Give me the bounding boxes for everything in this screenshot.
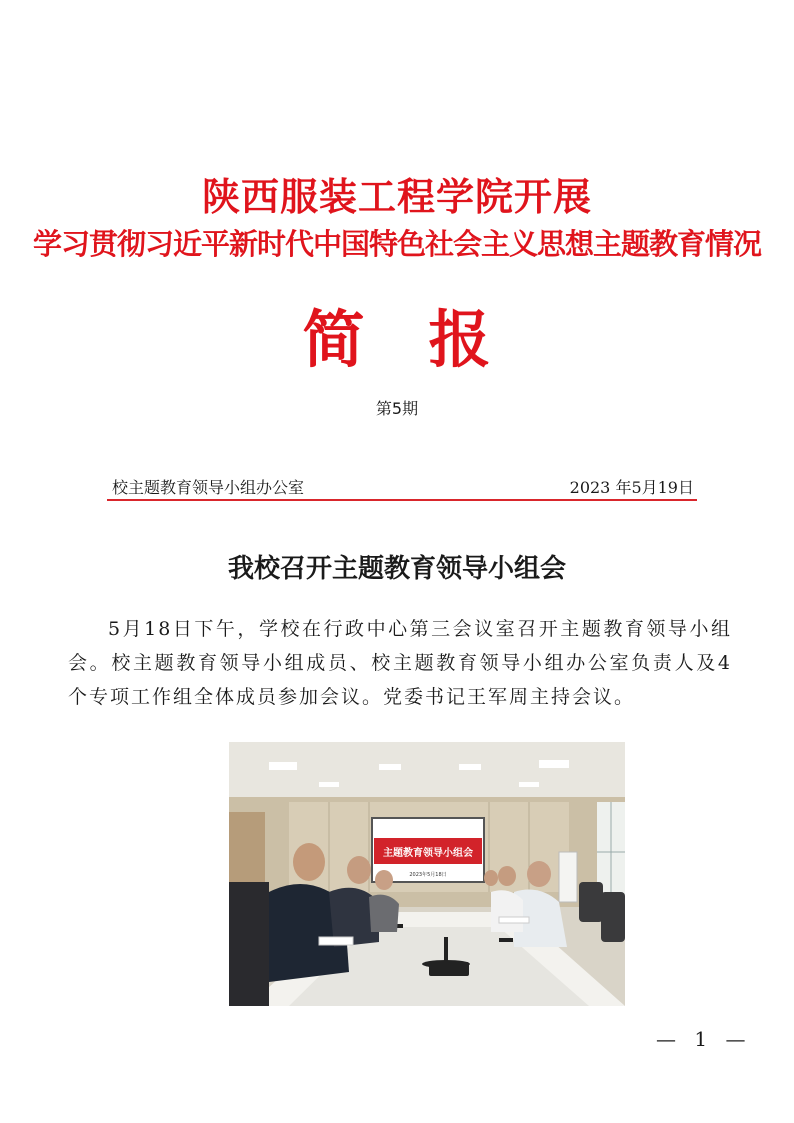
issue-date: 2023 年5月19日 xyxy=(569,478,694,497)
meeting-photo-illustration xyxy=(229,742,625,1006)
title-line-2: 学习贯彻习近平新时代中国特色社会主义思想主题教育情况 xyxy=(32,227,761,261)
issuing-office: 校主题教育领导小组办公室 xyxy=(112,478,305,497)
screen-date: 2023年5月18日 xyxy=(409,872,447,878)
header-divider xyxy=(107,499,697,501)
page-number: — 1 — xyxy=(656,1027,752,1051)
article-body: 5月18日下午，学校在行政中心第三会议室召开主题教育领导小组会。校主题教育领导小组成员、校主题教育领导小组办公室负责人及4个专项工作组全体成员参加会议。党委书记王军周主持会议。 xyxy=(68,618,732,708)
screen-title: 主题教育领导小组会 xyxy=(383,848,473,859)
title-line-1: 陕西服装工程学院开展 xyxy=(201,174,592,219)
article-headline: 我校召开主题教育领导小组会 xyxy=(227,554,566,584)
meeting-photo xyxy=(229,742,625,1006)
issue-number: 第5期 xyxy=(375,399,419,418)
bulletin-title: 简 报 xyxy=(302,303,492,376)
